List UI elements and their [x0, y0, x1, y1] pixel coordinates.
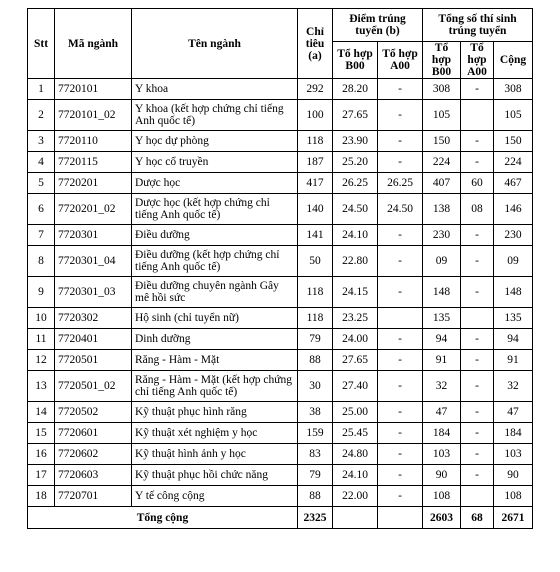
cell-name: Dược học (kết hợp chứng chỉ tiếng Anh quốc tế): [132, 194, 298, 225]
cell-score-a00: -: [378, 131, 423, 152]
cell-count-a00: [461, 486, 494, 507]
cell-score-b00: 24.10: [333, 225, 378, 246]
cell-quota: 140: [298, 194, 333, 225]
admission-results-table: [27, 8, 533, 529]
cell-name: Điều dưỡng chuyên ngành Gây mê hồi sức: [132, 277, 298, 308]
cell-quota: 79: [298, 329, 333, 350]
cell-total: 47: [494, 402, 533, 423]
cell-quota: 38: [298, 402, 333, 423]
cell-stt: 12: [28, 350, 55, 371]
cell-code: 7720501_02: [55, 371, 132, 402]
cell-score-b00: 24.80: [333, 444, 378, 465]
cell-name: Dược học: [132, 173, 298, 194]
cell-score-a00: -: [378, 277, 423, 308]
header-chi-tieu: Chỉ tiêu (a): [298, 9, 333, 79]
cell-total: 308: [494, 79, 533, 100]
cell-count-a00: -: [461, 225, 494, 246]
cell-count-b00: 47: [423, 402, 461, 423]
cell-total: 09: [494, 246, 533, 277]
cell-score-a00: -: [378, 152, 423, 173]
cell-total: 105: [494, 100, 533, 131]
cell-score-a00: -: [378, 371, 423, 402]
table-row: [28, 100, 533, 131]
cell-stt: 3: [28, 131, 55, 152]
table-row: [28, 423, 533, 444]
cell-count-a00: [461, 308, 494, 329]
cell-score-a00: -: [378, 100, 423, 131]
cell-code: 7720201_02: [55, 194, 132, 225]
cell-count-a00: 08: [461, 194, 494, 225]
table-row: [28, 152, 533, 173]
header-ten-nganh: Tên ngành: [132, 9, 298, 79]
cell-count-b00: 91: [423, 350, 461, 371]
cell-quota: 30: [298, 371, 333, 402]
cell-total: 94: [494, 329, 533, 350]
header-stt: Stt: [28, 9, 55, 79]
cell-total: 32: [494, 371, 533, 402]
table-row: [28, 194, 533, 225]
cell-quota: 159: [298, 423, 333, 444]
cell-quota: 100: [298, 100, 333, 131]
cell-total: 184: [494, 423, 533, 444]
table-row: [28, 465, 533, 486]
cell-count-a00: [461, 100, 494, 131]
cell-score-b00: 23.25: [333, 308, 378, 329]
cell-total: 150: [494, 131, 533, 152]
cell-score-a00: -: [378, 444, 423, 465]
cell-score-a00: -: [378, 246, 423, 277]
cell-name: Dinh dưỡng: [132, 329, 298, 350]
cell-name: Kỹ thuật phục hồi chức năng: [132, 465, 298, 486]
cell-code: 7720601: [55, 423, 132, 444]
cell-score-a00: -: [378, 329, 423, 350]
header-score-a00: Tổ hợp A00: [378, 42, 423, 79]
cell-quota: 118: [298, 308, 333, 329]
cell-code: 7720502: [55, 402, 132, 423]
cell-score-b00: 27.40: [333, 371, 378, 402]
cell-count-a00: -: [461, 444, 494, 465]
cell-code: 7720115: [55, 152, 132, 173]
cell-stt: 11: [28, 329, 55, 350]
cell-count-b00: 94: [423, 329, 461, 350]
cell-count-b00: 105: [423, 100, 461, 131]
totals-score-a00: [378, 507, 423, 529]
cell-score-a00: -: [378, 225, 423, 246]
cell-stt: 15: [28, 423, 55, 444]
cell-code: 7720302: [55, 308, 132, 329]
cell-score-b00: 24.15: [333, 277, 378, 308]
cell-count-b00: 308: [423, 79, 461, 100]
cell-count-a00: -: [461, 402, 494, 423]
cell-count-a00: -: [461, 277, 494, 308]
cell-quota: 79: [298, 465, 333, 486]
cell-total: 148: [494, 277, 533, 308]
cell-name: Điều dưỡng: [132, 225, 298, 246]
cell-name: Y học dự phòng: [132, 131, 298, 152]
cell-code: 7720401: [55, 329, 132, 350]
header-count-a00: Tổ hợp A00: [461, 42, 494, 79]
cell-count-b00: 135: [423, 308, 461, 329]
header-ma-nganh: Mã ngành: [55, 9, 132, 79]
cell-score-a00: -: [378, 465, 423, 486]
table-row: [28, 225, 533, 246]
cell-code: 7720201: [55, 173, 132, 194]
cell-score-b00: 22.80: [333, 246, 378, 277]
cell-code: 7720301_04: [55, 246, 132, 277]
cell-name: Y học cổ truyền: [132, 152, 298, 173]
cell-stt: 18: [28, 486, 55, 507]
cell-name: Kỹ thuật xét nghiệm y học: [132, 423, 298, 444]
table-row: [28, 371, 533, 402]
cell-score-b00: 27.65: [333, 350, 378, 371]
cell-score-a00: -: [378, 423, 423, 444]
totals-quota: 2325: [298, 507, 333, 529]
cell-count-b00: 230: [423, 225, 461, 246]
cell-count-a00: 60: [461, 173, 494, 194]
totals-label: Tổng cộng: [28, 507, 298, 529]
cell-count-a00: -: [461, 131, 494, 152]
table-row: [28, 131, 533, 152]
cell-total: 146: [494, 194, 533, 225]
cell-code: 7720101_02: [55, 100, 132, 131]
cell-stt: 7: [28, 225, 55, 246]
cell-count-b00: 90: [423, 465, 461, 486]
cell-stt: 2: [28, 100, 55, 131]
cell-code: 7720501: [55, 350, 132, 371]
cell-stt: 10: [28, 308, 55, 329]
cell-name: Kỹ thuật phục hình răng: [132, 402, 298, 423]
cell-score-a00: 24.50: [378, 194, 423, 225]
cell-stt: 8: [28, 246, 55, 277]
cell-code: 7720603: [55, 465, 132, 486]
header-diem-trung-tuyen: Điểm trúng tuyển (b): [333, 9, 423, 42]
cell-total: 467: [494, 173, 533, 194]
cell-count-b00: 108: [423, 486, 461, 507]
cell-count-b00: 138: [423, 194, 461, 225]
cell-name: Hộ sinh (chỉ tuyển nữ): [132, 308, 298, 329]
totals-count-b00: 2603: [423, 507, 461, 529]
cell-score-b00: 23.90: [333, 131, 378, 152]
cell-count-a00: -: [461, 371, 494, 402]
cell-name: Y tế công cộng: [132, 486, 298, 507]
cell-score-b00: 27.65: [333, 100, 378, 131]
cell-code: 7720602: [55, 444, 132, 465]
cell-code: 7720301_03: [55, 277, 132, 308]
cell-score-a00: -: [378, 402, 423, 423]
cell-score-b00: 24.00: [333, 329, 378, 350]
cell-score-b00: 25.20: [333, 152, 378, 173]
cell-name: Y khoa: [132, 79, 298, 100]
cell-total: 224: [494, 152, 533, 173]
cell-stt: 16: [28, 444, 55, 465]
cell-name: Y khoa (kết hợp chứng chỉ tiếng Anh quốc tế): [132, 100, 298, 131]
table-body: [28, 79, 533, 507]
cell-count-b00: 148: [423, 277, 461, 308]
cell-quota: 118: [298, 131, 333, 152]
cell-code: 7720110: [55, 131, 132, 152]
cell-score-b00: 24.50: [333, 194, 378, 225]
cell-stt: 5: [28, 173, 55, 194]
totals-row: [28, 507, 533, 529]
cell-stt: 1: [28, 79, 55, 100]
table-row: [28, 308, 533, 329]
cell-stt: 17: [28, 465, 55, 486]
table-row: [28, 402, 533, 423]
cell-quota: 88: [298, 486, 333, 507]
table-row: [28, 444, 533, 465]
cell-count-a00: -: [461, 79, 494, 100]
totals-score-b00: [333, 507, 378, 529]
cell-count-b00: 32: [423, 371, 461, 402]
cell-score-a00: 26.25: [378, 173, 423, 194]
cell-count-a00: -: [461, 465, 494, 486]
cell-score-a00: -: [378, 79, 423, 100]
table-row: [28, 486, 533, 507]
cell-name: Kỹ thuật hình ảnh y học: [132, 444, 298, 465]
cell-count-a00: -: [461, 152, 494, 173]
totals-count-a00: 68: [461, 507, 494, 529]
cell-quota: 292: [298, 79, 333, 100]
cell-count-b00: 150: [423, 131, 461, 152]
cell-total: 91: [494, 350, 533, 371]
cell-score-a00: [378, 308, 423, 329]
cell-quota: 187: [298, 152, 333, 173]
cell-total: 108: [494, 486, 533, 507]
table-row: [28, 79, 533, 100]
table-row: [28, 329, 533, 350]
cell-count-a00: -: [461, 350, 494, 371]
cell-count-b00: 224: [423, 152, 461, 173]
table-row: [28, 173, 533, 194]
cell-stt: 13: [28, 371, 55, 402]
cell-quota: 50: [298, 246, 333, 277]
cell-count-a00: -: [461, 246, 494, 277]
table-row: [28, 246, 533, 277]
cell-count-b00: 09: [423, 246, 461, 277]
cell-score-b00: 28.20: [333, 79, 378, 100]
cell-name: Răng - Hàm - Mặt (kết hợp chứng chỉ tiếng Anh quốc tế): [132, 371, 298, 402]
table-row: [28, 350, 533, 371]
cell-score-a00: -: [378, 350, 423, 371]
cell-stt: 9: [28, 277, 55, 308]
cell-quota: 417: [298, 173, 333, 194]
cell-code: 7720101: [55, 79, 132, 100]
cell-total: 103: [494, 444, 533, 465]
cell-count-a00: -: [461, 329, 494, 350]
cell-count-b00: 103: [423, 444, 461, 465]
cell-total: 230: [494, 225, 533, 246]
cell-score-b00: 22.00: [333, 486, 378, 507]
cell-code: 7720701: [55, 486, 132, 507]
cell-quota: 141: [298, 225, 333, 246]
cell-stt: 4: [28, 152, 55, 173]
cell-score-a00: -: [378, 486, 423, 507]
cell-count-b00: 184: [423, 423, 461, 444]
table-row: [28, 277, 533, 308]
header-count-b00: Tổ hợp B00: [423, 42, 461, 79]
cell-quota: 118: [298, 277, 333, 308]
cell-name: Răng - Hàm - Mặt: [132, 350, 298, 371]
cell-name: Điều dưỡng (kết hợp chứng chỉ tiếng Anh quốc tế): [132, 246, 298, 277]
cell-code: 7720301: [55, 225, 132, 246]
cell-score-b00: 25.45: [333, 423, 378, 444]
cell-count-b00: 407: [423, 173, 461, 194]
cell-score-b00: 24.10: [333, 465, 378, 486]
header-score-b00: Tổ hợp B00: [333, 42, 378, 79]
header-tong-so: Tổng số thí sinh trúng tuyển: [423, 9, 533, 42]
cell-quota: 83: [298, 444, 333, 465]
cell-quota: 88: [298, 350, 333, 371]
cell-total: 135: [494, 308, 533, 329]
cell-score-b00: 25.00: [333, 402, 378, 423]
totals-total: 2671: [494, 507, 533, 529]
cell-stt: 6: [28, 194, 55, 225]
header-cong: Cộng: [494, 42, 533, 79]
cell-stt: 14: [28, 402, 55, 423]
cell-total: 90: [494, 465, 533, 486]
cell-count-a00: -: [461, 423, 494, 444]
cell-score-b00: 26.25: [333, 173, 378, 194]
